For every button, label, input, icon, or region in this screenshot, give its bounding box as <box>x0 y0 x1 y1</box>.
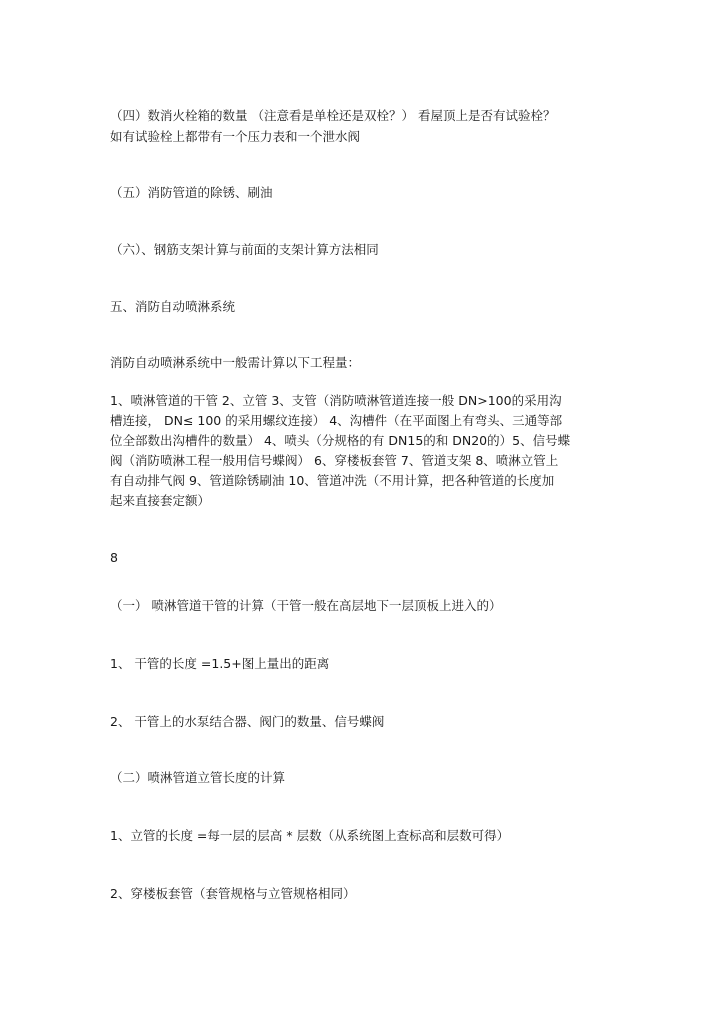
sprinkler-list-line: 位全部数出沟槽件的数量） 4、喷头（分规格的有 DN15的和 DN20的）5、信号蝶 <box>110 433 571 448</box>
sprinkler-system-heading: 五、消防自动喷淋系统 <box>110 299 236 314</box>
section-pipe-rust-paint: （五）消防管道的除锈、刷油 <box>110 185 273 200</box>
page-number: 8 <box>110 550 118 565</box>
sprinkler-list-line: 起来直接套定额） <box>110 493 211 508</box>
section-hydrant-count-line2: 如有试验栓上都带有一个压力表和一个泄水阀 <box>110 129 361 144</box>
main-pipe-item-2: 2、 干管上的水泵结合器、阀门的数量、信号蝶阀 <box>110 714 385 729</box>
main-pipe-item-1: 1、 干管的长度 =1.5+图上量出的距离 <box>110 656 330 671</box>
sprinkler-intro: 消防自动喷淋系统中一般需计算以下工程量： <box>110 355 361 370</box>
main-pipe-heading: （一） 喷淋管道干管的计算（干管一般在高层地下一层顶板上进入的） <box>110 598 502 613</box>
section-rebar-bracket: （六）、钢筋支架计算与前面的支架计算方法相同 <box>110 242 379 257</box>
sprinkler-list-line: 有自动排气阀 9、管道除锈刷油 10、管道冲洗（不用计算，把各种管道的长度加 <box>110 473 555 488</box>
section-hydrant-count-line1: （四）数消火栓箱的数量 （注意看是单栓还是双栓？） 看屋顶上是否有试验栓？ <box>110 108 556 123</box>
sprinkler-list-line: 1、喷淋管道的干管 2、立管 3、支管（消防喷淋管道连接一般 DN>100的采用沟 <box>110 393 562 408</box>
sprinkler-quantity-list <box>110 391 620 511</box>
riser-item-2: 2、穿楼板套管（套管规格与立管规格相同） <box>110 886 356 901</box>
sprinkler-list-line: 阀（消防喷淋工程一般用信号蝶阀） 6、穿楼板套管 7、管道支架 8、喷淋立管上 <box>110 453 559 468</box>
sprinkler-list-line: 槽连接， DN≤ 100 的采用螺纹连接） 4、沟槽件（在平面图上有弯头、三通等部 <box>110 413 563 428</box>
riser-heading: （二）喷淋管道立管长度的计算 <box>110 770 286 785</box>
riser-item-1: 1、立管的长度 =每一层的层高 * 层数（从系统图上查标高和层数可得） <box>110 828 510 843</box>
